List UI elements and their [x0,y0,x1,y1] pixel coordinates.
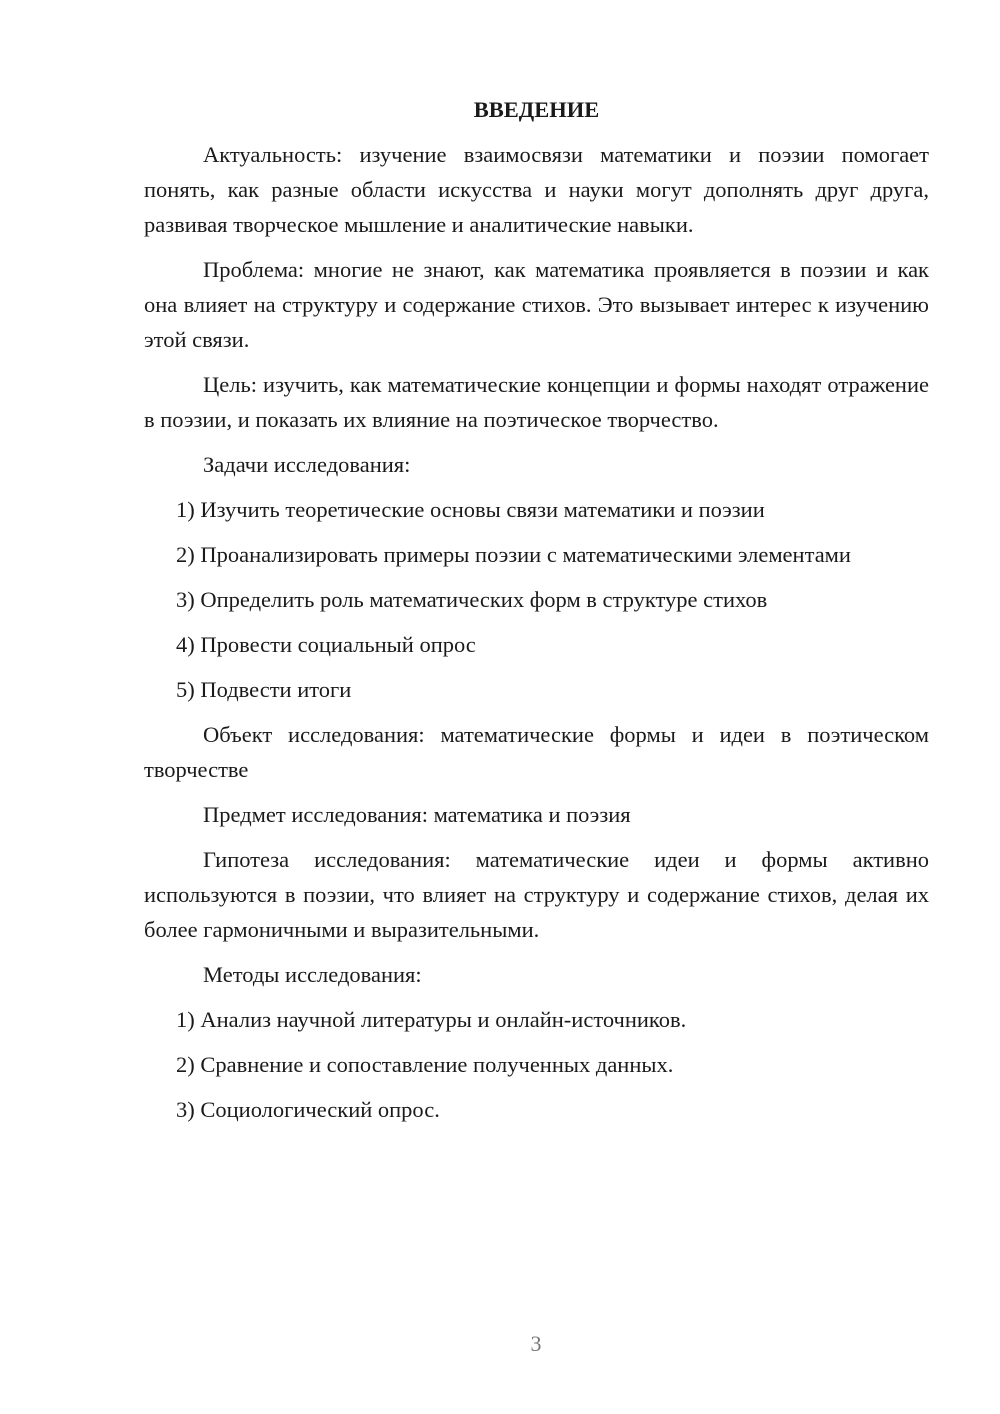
subject-paragraph: Предмет исследования: математика и поэзия [203,802,631,827]
task-item-3: 3) Определить роль математических форм в структуре стихов [176,587,768,612]
method-item-3: 3) Социологический опрос. [176,1097,440,1122]
task-item-5: 5) Подвести итоги [176,677,352,702]
goal-paragraph: Цель: изучить, как математические концепции и формы находят отражение в поэзии, и показать их влияние на поэтическое творчество. [144,372,929,432]
hypothesis-paragraph: Гипотеза исследования: математические идеи и формы активно используются в поэзии, что влияет на структуру и содержание стихов, делая их более гармоничными и выразительными. [144,847,929,942]
methods-heading: Методы исследования: [203,962,422,987]
task-item-2: 2) Проанализировать примеры поэзии с математическими элементами [176,542,851,567]
page-title: ВВЕДЕНИЕ [473,97,600,122]
task-item-1: 1) Изучить теоретические основы связи математики и поэзии [176,497,765,522]
task-item-4: 4) Провести социальный опрос [176,632,476,657]
page-number: 3 [530,1331,542,1356]
tasks-heading: Задачи исследования: [203,452,411,477]
problem-paragraph: Проблема: многие не знают, как математика проявляется в поэзии и как она влияет на структуру и содержание стихов. Это вызывает интерес к изучению этой связи. [144,257,929,352]
method-item-2: 2) Сравнение и сопоставление полученных данных. [176,1052,674,1077]
method-item-1: 1) Анализ научной литературы и онлайн-источников. [176,1007,687,1032]
object-paragraph: Объект исследования: математические формы и идеи в поэтическом творчестве [144,722,929,782]
page-content [144,92,929,1137]
relevance-paragraph: Актуальность: изучение взаимосвязи математики и поэзии помогает понять, как разные области искусства и науки могут дополнять друг друга, развивая творческое мышление и аналитические навыки. [144,142,929,237]
